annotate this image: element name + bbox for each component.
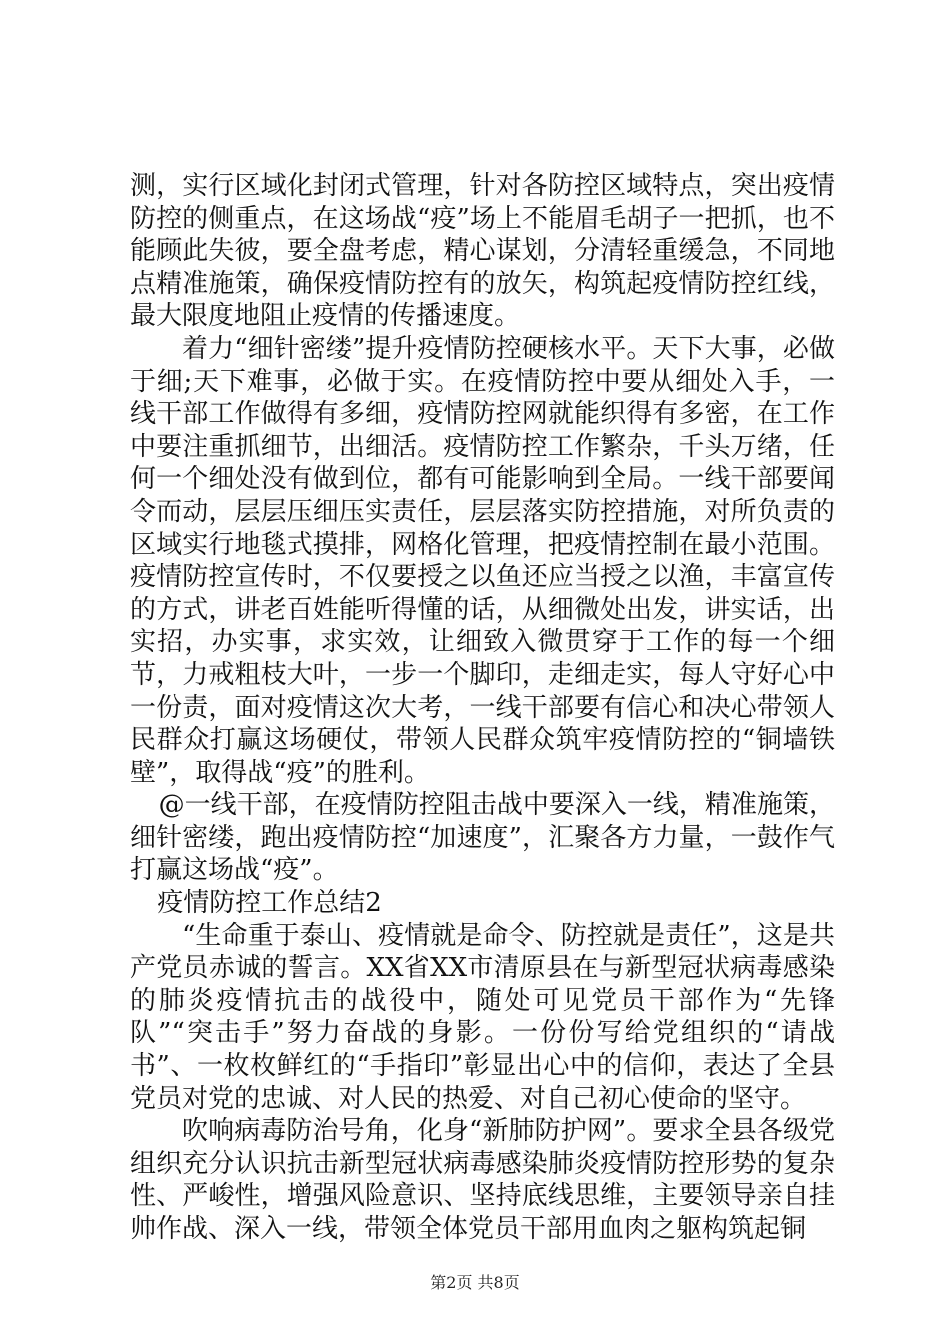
paragraph-frontline-cadres: @一线干部，在疫情防控阻击战中要深入一线，精准施策，细针密缕，跑出疫情防控“加速度”，汇聚各方力量，一鼓作气打赢这场战“疫”。 — [130, 790, 835, 886]
paragraph-fine-work: 着力“细针密缕”提升疫情防控硬核水平。天下大事，必做于细;天下难事，必做于实。在疫情防控中要从细处入手，一线干部工作做得有多细，疫情防控网就能织得有多密，在工作中要注重抓细节，出细活。疫情防控工作繁杂，千头万绪，任何一个细处没有做到位，都有可能影响到全局。一线干部要闻令而动，层层压细压实责任，层层落实防控措施，对所负责的区域实行地毯式摸排，网格化管理，把疫情控制在最小范围。疫情防控宣传时，不仅要授之以鱼还应当授之以渔，丰富宣传的方式，讲老百姓能听得懂的话，从细微处出发，讲实话，出实招，办实事，求实效，让细致入微贯穿于工作的每一个细节，力戒粗枝大叶，一步一个脚印，走细走实，每人守好心中一份责，面对疫情这次大考，一线干部要有信心和决心带领人民群众打赢这场硬仗，带领人民群众筑牢疫情防控的“铜墙铁壁”，取得战“疫”的胜利。 — [130, 333, 835, 788]
page-footer: 第2页 共8页 — [430, 1273, 520, 1292]
section-heading: 疫情防控工作总结2 — [157, 888, 382, 919]
paragraph-party-members: “生命重于泰山、疫情就是命令、防控就是责任”，这是共产党员赤诚的誓言。XX省XX市清原县在与新型冠状病毒感染的肺炎疫情抗击的战役中，随处可见党员干部作为“先锋队”“突击手”努力奋战的身影。一份份写给党组织的“请战书”、一枚枚鲜红的“手指印”彰显出心中的信仰，表达了全县党员对党的忠诚、对人民的热爱、对自己初心使命的坚守。 — [130, 920, 835, 1114]
document-body — [130, 170, 835, 1246]
paragraph-continuation: 测，实行区域化封闭式管理，针对各防控区域特点，突出疫情防控的侧重点，在这场战“疫”场上不能眉毛胡子一把抓，也不能顾此失彼，要全盘考虑，精心谋划，分清轻重缓急，不同地点精准施策，确保疫情防控有的放矢，构筑起疫情防控红线，最大限度地阻止疫情的传播速度。 — [130, 171, 835, 332]
paragraph-prevention-network: 吹响病毒防治号角，化身“新肺防护网”。要求全县各级党组织充分认识抗击新型冠状病毒感染肺炎疫情防控形势的复杂性、严峻性，增强风险意识、坚持底线思维，主要领导亲自挂帅作战、深入一线，带领全体党员干部用血肉之躯构筑起铜 — [130, 1116, 835, 1244]
